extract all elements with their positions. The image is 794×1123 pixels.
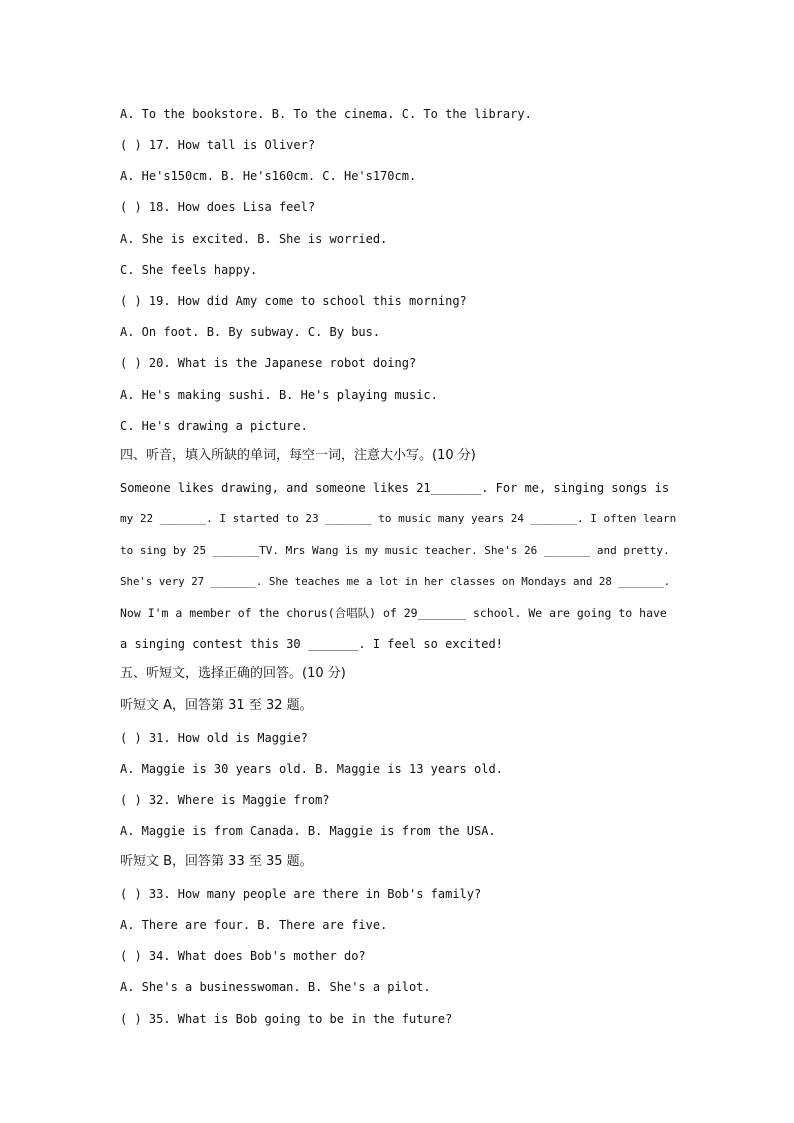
answer-options-33: A. There are four. B. There are five.: [120, 918, 388, 932]
question-35: ( ) 35. What is Bob going to be in the future?: [120, 1012, 453, 1026]
answer-options-20-ab: A. He's making sushi. B. He's playing music.: [120, 388, 438, 402]
passage-b-instruction: 听短文 B，回答第 33 至 35 题。: [120, 854, 313, 869]
section-5-heading: 五、听短文，选择正确的回答。(10 分): [120, 666, 346, 681]
answer-options-32: A. Maggie is from Canada. B. Maggie is from the USA.: [120, 824, 496, 838]
question-19: ( ) 19. How did Amy come to school this morning?: [120, 294, 467, 308]
question-20: ( ) 20. What is the Japanese robot doing?: [120, 356, 417, 370]
question-18: ( ) 18. How does Lisa feel?: [120, 200, 316, 214]
question-33: ( ) 33. How many people are there in Bob's family?: [120, 887, 482, 901]
question-31: ( ) 31. How old is Maggie?: [120, 731, 308, 745]
answer-options-16: A. To the bookstore. B. To the cinema. C. To the library.: [120, 107, 532, 121]
cloze-line-1: Someone likes drawing, and someone likes 21_______. For me, singing songs is: [120, 481, 670, 495]
cloze-line-2: my 22 _______. I started to 23 _______ to music many years 24 _______. I often learn: [120, 512, 677, 525]
question-17: ( ) 17. How tall is Oliver?: [120, 138, 316, 152]
answer-options-20-c: C. He's drawing a picture.: [120, 419, 308, 433]
answer-options-19: A. On foot. B. By subway. C. By bus.: [120, 325, 381, 339]
cloze-line-5: Now I'm a member of the chorus(合唱队) of 29_______ school. We are going to have: [120, 606, 667, 620]
cloze-line-4: She's very 27 _______. She teaches me a lot in her classes on Mondays and 28 _______.: [120, 575, 671, 588]
answer-options-34: A. She's a businesswoman. B. She's a pilot.: [120, 980, 431, 994]
answer-options-31: A. Maggie is 30 years old. B. Maggie is 13 years old.: [120, 762, 503, 776]
answer-options-17: A. He's150cm. B. He's160cm. C. He's170cm.: [120, 169, 417, 183]
question-34: ( ) 34. What does Bob's mother do?: [120, 949, 366, 963]
answer-options-18-c: C. She feels happy.: [120, 263, 258, 277]
section-4-heading: 四、听音，填入所缺的单词，每空一词，注意大小写。(10 分): [120, 448, 476, 463]
passage-a-instruction: 听短文 A，回答第 31 至 32 题。: [120, 698, 313, 713]
question-32: ( ) 32. Where is Maggie from?: [120, 793, 330, 807]
cloze-line-6: a singing contest this 30 _______. I feel so excited!: [120, 637, 503, 651]
cloze-line-3: to sing by 25 _______TV. Mrs Wang is my music teacher. She's 26 _______ and pretty.: [120, 544, 670, 557]
answer-options-18-ab: A. She is excited. B. She is worried.: [120, 232, 388, 246]
